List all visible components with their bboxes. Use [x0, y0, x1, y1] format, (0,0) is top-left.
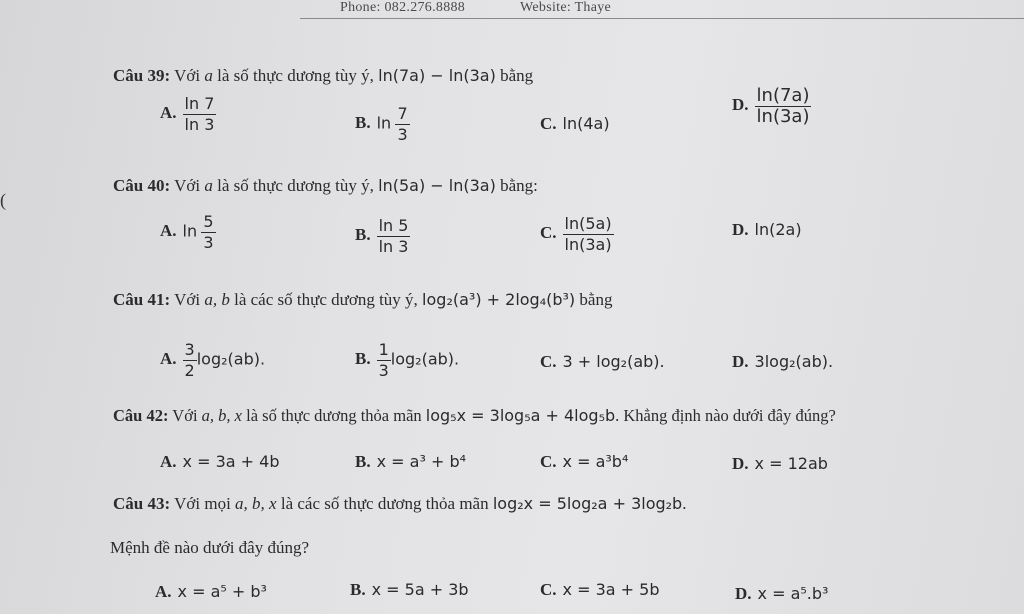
question-label: Câu 41: [113, 290, 171, 309]
question-label: Câu 39: [113, 66, 171, 85]
stray-mark: ( [0, 190, 6, 210]
q40-option-d[interactable]: D. ln(2a) [732, 220, 802, 239]
question-expression: ln(7a) − ln(3a) [378, 66, 496, 85]
q42-option-d[interactable]: D. x = 12ab [732, 454, 828, 473]
q41-option-a[interactable]: A. $\frac{3}{2}$ log₂(ab). [160, 340, 266, 380]
header-website: Website: Thaye [520, 0, 612, 15]
q40-option-b[interactable]: B. $\frac{\ln 5}{\ln 3}$ [355, 216, 409, 256]
question-expression: log₅x = 3log₅a + 4log₅b [425, 406, 616, 425]
question-label: Câu 42: [113, 406, 169, 425]
q43-option-d[interactable]: D. x = a⁵.b³ [735, 584, 829, 603]
question-expression: ln(5a) − ln(3a) [378, 176, 496, 195]
q41-option-d[interactable]: D. 3log₂(ab). [732, 352, 834, 371]
question-expression: log₂(a³) + 2log₄(b³) [422, 290, 576, 309]
page-header [300, 0, 1024, 19]
q42-option-b[interactable]: B. x = a³ + b⁴ [355, 452, 467, 471]
question-expression: log₂x = 5log₂a + 3log₂b [492, 494, 683, 513]
question-label: Câu 43: [113, 494, 171, 513]
q39-option-b[interactable]: B. ln $\frac{7}{3}$ [355, 104, 408, 144]
question-40-stem: Câu 40: Với a là số thực dương tùy ý, ln(5a) − ln(3a) bằng: [113, 176, 538, 195]
question-43-stem: Câu 43: Với mọi a, b, x là các số thực dương thỏa mãn log₂x = 5log₂a + 3log₂b. [113, 494, 687, 513]
header-phone: Phone: 082.276.8888 [340, 0, 466, 15]
q40-option-c[interactable]: C. $\frac{\ln(5a)}{\ln(3a)}$ [540, 214, 612, 254]
question-41-stem: Câu 41: Với a, b là các số thực dương tùy ý, log₂(a³) + 2log₄(b³) bằng [113, 290, 613, 309]
q43-option-b[interactable]: B. x = 5a + 3b [350, 580, 469, 599]
q42-option-a[interactable]: A. x = 3a + 4b [160, 452, 280, 471]
question-43-line2: Mệnh đề nào dưới đây đúng? [110, 538, 310, 557]
q40-option-a[interactable]: A. ln $\frac{5}{3}$ [160, 212, 214, 252]
q39-option-d[interactable]: D. $\frac{\ln(7a)}{\ln(3a)}$ [732, 85, 810, 127]
question-label: Câu 40: [113, 176, 171, 195]
question-42-stem: Câu 42: Với a, b, x là số thực dương thỏa mãn log₅x = 3log₅a + 4log₅b. Khẳng định nào dưới đây đúng? [113, 406, 836, 425]
q39-option-a[interactable]: A. $\frac{\ln 7}{\ln 3}$ [160, 94, 215, 134]
q41-option-b[interactable]: B. $\frac{1}{3}$ log₂(ab). [355, 340, 460, 380]
q43-option-c[interactable]: C. x = 3a + 5b [540, 580, 660, 599]
q42-option-c[interactable]: C. x = a³b⁴ [540, 452, 629, 471]
q41-option-c[interactable]: C. 3 + log₂(ab). [540, 352, 665, 371]
question-39-stem: Câu 39: Với a là số thực dương tùy ý, ln(7a) − ln(3a) bằng [113, 66, 534, 85]
q43-option-a[interactable]: A. x = a⁵ + b³ [155, 582, 267, 601]
q39-option-c[interactable]: C. ln(4a) [540, 114, 610, 133]
